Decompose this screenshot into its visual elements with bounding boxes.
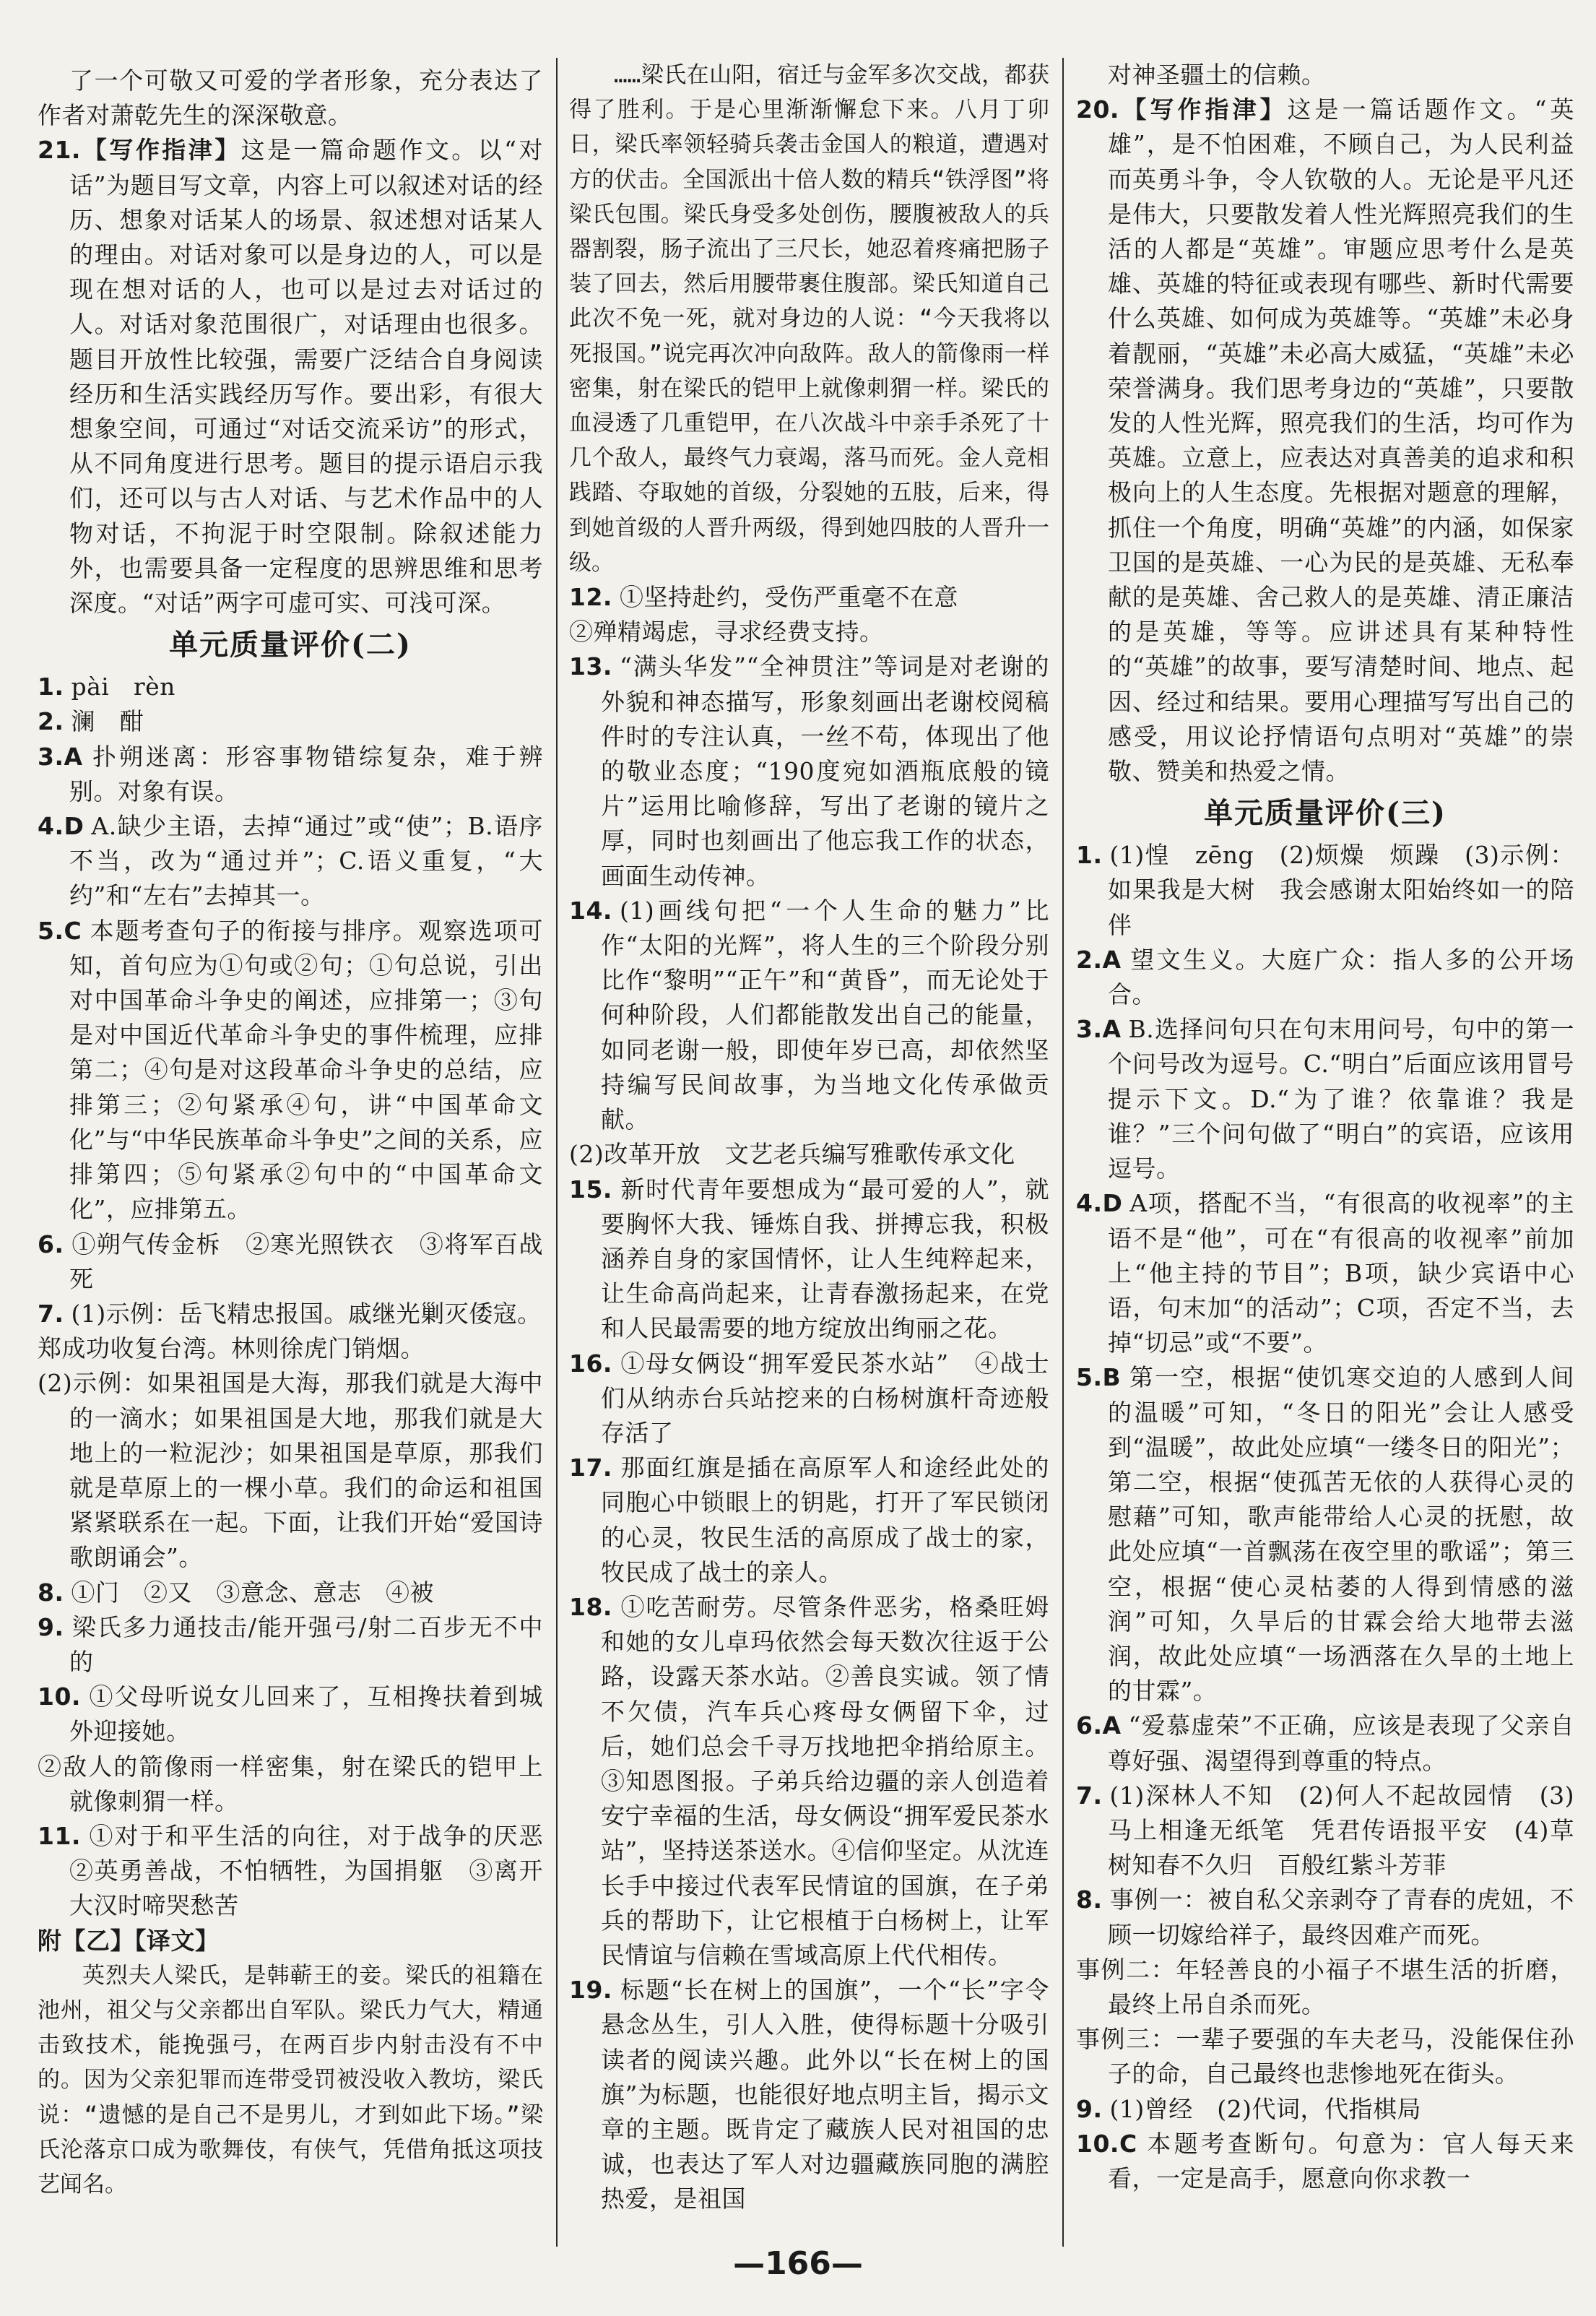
item-number: 21. [38,136,81,165]
answer-item [569,1973,1049,2216]
item-text: ②殚精竭虑，寻求经费支持。 [569,618,884,647]
item-text: 这是一篇话题作文。“英雄”，是不怕困难，不顾自己，为人民利益而英勇斗争，令人钦敬的人。无论是平凡还是伟大，只要散发着人性光辉照亮我们的生活的人都是“英雄”。审题应思考什么是英雄、英雄的特征或表现有哪些、新时代需要什么英雄、如何成为英雄等。“英雄”未必身着靓丽，“英雄”未必高大威猛，“英雄”未必荣誉满身。我们思考身边的“英雄”，只要散发的人性光辉，照亮我们的生活，均可作为英雄。立意上，应表达对真善美的追求和积极向上的人生态度。先根据对题意的理解，抓住一个角度，明确“英雄”的内涵，如保家卫国的是英雄、一心为民的是英雄、无私奉献的是英雄、舍己救人的是英雄、清正廉洁的是英雄，等等。应讲述具有某种特性的“英雄”的故事，要写清楚时间、地点、起因、经过和结果。要用心理描写写出自己的感受，用议论抒情语句点明对“英雄”的崇敬、赞美和热爱之情。 [1108,95,1575,786]
item-text: 本题考查断句。句意为：官人每天来看，一定是高手，愿意向你求教一 [1108,2129,1574,2192]
item-text: (2)示例：如果祖国是大海，那我们就是大海中的一滴水；如果祖国是大地，那我们就是大地上的一粒泥沙；如果祖国是草原，那我们就是草原上的一棵小草。我们的命运和祖国紧紧联系在一起。下面，让我们开始“爱国诗歌朗诵会”。 [38,1369,543,1572]
item-text: A.缺少主语，去掉“通过”或“使”；B.语序不当，改为“通过并”；C.语义重复，“大约”和“左右”去掉其一。 [69,812,543,910]
column-left [38,64,568,2202]
item-number: 2. [38,707,64,736]
answer-item [569,1137,1049,1172]
section-title: 单元质量评价(三) [1204,796,1447,831]
item-text: ①吃苦耐劳。尽管条件恶劣，格桑旺姆和她的女儿卓玛依然会每天数次往返于公路，设露天茶水站。②善良实诚。领了情不欠债，汽车兵心疼母女俩留下伞，过后，她们总会千寻万找地把伞捎给原主。③知恩图报。子弟兵给边疆的亲人创造着安宁幸福的生活，母女俩设“拥军爱民茶水站”，坚持送茶送水。④信仰坚定。从沈连长手中接过代表军民情谊的国旗，在子弟兵的帮助下，让它根植于白杨树上，让军民情谊与信赖在雪域高原上代代相传。 [601,1592,1049,1969]
item-number: 10.C [1076,2129,1137,2158]
item-number: 4.D [38,812,84,841]
answer-list [569,580,1049,2217]
item-text: (1)画线句把“一个人生命的魅力”比作“太阳的光辉”，将人生的三个阶段分别比作“黎明”“正午”和“黄昏”，而无论处于何种阶段，人们都能散发出自己的能量，如同老谢一般，即使年岁已高，却依然坚持编写民间故事，为当地文化传承做贡献。 [601,896,1049,1134]
answer-item [38,1680,543,1749]
item-text: 事例一：被自私父亲剥夺了青春的虎妞，不顾一切嫁给祥子，最终因难产而死。 [1108,1885,1574,1949]
item-number: 7. [1076,1781,1103,1810]
item-number: 15. [569,1175,612,1204]
answer-item [38,1297,543,1331]
answer-item [1076,1883,1574,1952]
item-number: 13. [569,652,612,681]
answer-item [38,1610,543,1680]
item-number: 18. [569,1592,612,1621]
answer-item [569,649,1049,893]
item-text: ①母女俩设“拥军爱民茶水站” ④战士们从纳赤台兵站挖来的白杨树旗杆奇迹般存活了 [601,1349,1049,1447]
translation-text: 英烈夫人梁氏，是韩蕲王的妾。梁氏的祖籍在池州，祖父与父亲都出自军队。梁氏力气大，精通击致技术，能挽强弓，在两百步内射击没有不中的。因为父亲犯罪而连带受罚被没收入教坊，梁氏说：“遗憾的是自己不是男儿，才到如此下场。”梁氏沦落京口成为歌舞伎，有侠气，凭借角抵这项技艺闻名。 [38,1962,543,2198]
answer-item [38,670,543,704]
answer-item [38,1366,543,1575]
item-number: 6. [38,1230,64,1258]
answer-item [38,809,543,914]
section-title: 单元质量评价(二) [169,628,412,662]
answer-item [569,894,1049,1137]
item-number: 10. [38,1682,81,1711]
item-text: pài rèn [71,673,175,701]
item-number: 9. [1076,2094,1103,2123]
column-divider [556,58,558,2247]
item-text: 梁氏多力通技击/能开强弓/射二百步无不中的 [69,1612,543,1676]
item-number: 4.D [1076,1189,1123,1218]
item-text: 第一空，根据“使饥寒交迫的人感到人间的温暖”可知，“冬日的阳光”会让人感受到“温暖”，故此处应填“一缕冬日的阳光”；第二空，根据“使孤苦无依的人获得心灵的慰藉”可知，歌声能带给人心灵的抚慰，故此处应填“一首飘荡在夜空里的歌谣”；第三空，根据“使心灵枯萎的人得到情感的滋润”可知，久旱后的甘霖会给大地带去滋润，故此处应填“一场洒落在久旱的土地上的甘霖”。 [1108,1363,1574,1706]
item-number: 14. [569,896,612,925]
item-text: 本题考查句子的衔接与排序。观察选项可知，首句应为①句或②句；①句总说，引出对中国革命斗争史的阐述，应排第一；③句是对中国近代革命斗争史的事件梳理，应排第二；④句是对这段革命斗争史的总结，应排第三；②句紧承④句，讲“中国革命文化”与“中华民族革命斗争史”之间的关系，应排第四；⑤句紧承②句中的“中国革命文化”，应排第五。 [69,916,543,1224]
answer-item-21 [38,133,543,621]
answer-item [1076,1360,1574,1708]
item-text: 事例三：一辈子要强的车夫老马，没能保住孙子的命，自己最终也悲惨地死在街头。 [1076,2025,1574,2088]
intro-paragraph: 了一个可敬又可爱的学者形象，充分表达了作者对萧乾先生的深深敬意。 [38,66,543,130]
item-text: (1)惶 zēng (2)烦燥 烦躁 (3)示例：如果我是大树 我会感谢太阳始终如一的陪伴 [1108,841,1574,939]
item-text: ①朔气传金柝 ②寒光照铁衣 ③将军百战死 [69,1230,543,1293]
item-text: (1)曾经 (2)代词，代指棋局 [1109,2094,1421,2123]
column-right [1076,58,1574,2196]
item-number: 12. [569,583,612,612]
item-heading: 【写作指津】 [80,136,241,165]
item-text: “满头华发”“全神贯注”等词是对老谢的外貌和神态描写，形象刻画出老谢校阅稿件时的专注认真，一丝不苟，体现出了他的敬业态度；“190度宛如酒瓶底般的镜片”运用比喻修辞，写出了老谢的镜片之厚，同时也刻画出了他忘我工作的状态，画面生动传神。 [601,652,1049,890]
answer-item [569,580,1049,615]
item-text: 郑成功收复台湾。林则徐虎门销烟。 [38,1334,425,1363]
answer-item [1076,2092,1574,2127]
answer-item [1076,2022,1574,2091]
item-number: 20. [1076,95,1119,124]
answer-item [38,1750,543,1819]
item-number: 11. [38,1821,81,1850]
answer-item [38,1576,543,1610]
item-text: “爱慕虚荣”不正确，应该是表现了父亲自尊好强、渴望得到尊重的特点。 [1108,1711,1574,1775]
answer-item [1076,1012,1574,1186]
answer-list [38,670,568,1923]
item-text: 那面红旗是插在高原军人和途经此处的同胞心中锁眼上的钥匙，打开了军民锁闭的心灵，牧民生活的高原成了战士的家，牧民成了战士的亲人。 [601,1453,1049,1586]
continued-text: 对神圣疆土的信赖。 [1108,61,1326,89]
answer-item [38,914,543,1227]
answer-item [569,1172,1049,1347]
item-text: ①父母听说女儿回来了，互相搀扶着到城外迎接她。 [69,1682,543,1746]
column-middle [569,58,1049,2217]
item-text: 这是一篇命题作文。以“对话”为题目写文章，内容上可以叙述对话的经历、想象对话某人的场景、叙述想对话某人的理由。对话对象可以是身边的人，可以是现在想对话的人，也可以是过去对话过的人。对话对象范围很广，对话理由也很多。题目开放性比较强，需要广泛结合自身阅读经历和生活实践经历写作。要出彩，有很大想象空间，可通过“对话交流采访”的形式，从不同角度进行思考。题目的提示语启示我们，还可以与古人对话、与艺术作品中的人物对话，不拘泥于时空限制。除叙述能力外，也需要具备一定程度的思辨思维和思考深度。“对话”两字可虚可实、可浅可深。 [69,136,543,618]
item-number: 17. [569,1453,612,1482]
item-text: ①坚持赴约，受伤严重毫不在意 [619,583,958,612]
appendix-label: 附 [38,1926,62,1955]
answer-item [38,1819,568,1924]
item-number: 1. [1076,841,1103,870]
item-text: 望文生义。大庭广众：指人多的公开场合。 [1108,945,1574,1009]
item-text: 标题“长在树上的国旗”，一个“长”字令悬念丛生，引人入胜，使得标题十分吸引读者的阅读兴趣。此外以“长在树上的国旗”为标题，也能很好地点明主旨，揭示文章的主题。既肯定了藏族人民对祖国的忠诚，也表达了军人对边疆藏族同胞的满腔热爱，是祖国 [601,1976,1049,2213]
item-number: 6.A [1076,1711,1122,1740]
item-number: 8. [38,1578,64,1607]
answer-item [1076,1779,1574,1883]
answer-item [38,740,543,809]
item-text: B.选择问句只在句末用问号，句中的第一个问号改为逗号。C.“明白”后面应该用冒号提示下文。D.“为了谁？依靠谁？我是谁？”三个问句做了“明白”的宾语，应该用逗号。 [1108,1015,1574,1183]
answer-item [569,1451,1049,1590]
item-heading: 【写作指津】 [1119,95,1288,124]
answer-item [569,615,1049,649]
item-number: 19. [569,1976,612,2005]
answer-item [1076,1708,1574,1778]
item-text: ①对于和平生活的向往，对于战争的厌恶 ②英勇善战，不怕牺牲，为国捐躯 ③离开大汉时啼哭愁苦 [69,1821,568,1920]
item-text: (1)深林人不知 (2)何人不起故园情 (3)马上相逢无纸笔 凭君传语报平安 (4)草树知春不久归 百般红紫斗芳菲 [1108,1781,1574,1880]
translation-label: 【乙】【译文】 [61,1926,220,1955]
answer-item [569,1590,1049,1973]
item-number: 9. [38,1612,64,1641]
answer-item [1076,2127,1574,2196]
item-number: 1. [38,673,64,701]
item-number: 2.A [1076,945,1122,974]
item-text: ①门 ②又 ③意念、意志 ④被 [71,1578,434,1607]
answer-item [38,1331,543,1366]
item-number: 3.A [1076,1015,1122,1044]
answer-item [569,1347,1049,1451]
item-number: 7. [38,1299,64,1328]
item-number: 5.B [1076,1363,1122,1392]
translation-heading [38,1924,543,1958]
item-text: ②敌人的箭像雨一样密集，射在梁氏的铠甲上就像刺猬一样。 [38,1752,543,1815]
translation-continued: ……梁氏在山阳，宿迁与金军多次交战，都获得了胜利。于是心里渐渐懈怠下来。八月丁卯日，梁氏率领轻骑兵袭击金国人的粮道，遭遇对方的伏击。全国派出十倍人数的精兵“铁浮图”将梁氏包围。梁氏身受多处创伤，腰腹被敌人的兵器割裂，肠子流出了三尺长，她忍着疼痛把肠子装了回去，然后用腰带裹住腹部。梁氏知道自己此次不免一死，就对身边的人说：“今天我将以死报国。”说完再次冲向敌阵。敌人的箭像雨一样密集，射在梁氏的铠甲上就像刺猬一样。梁氏的血浸透了几重铠甲，在八次战斗中亲手杀死了十几个敌人，最终气力衰竭，落马而死。金人竞相践踏、夺取她的首级，分裂她的五肢，后来，得到她首级的人晋升两级，得到她四肢的人晋升一级。 [569,62,1049,576]
item-number: 8. [1076,1885,1103,1914]
item-text: 事例二：年轻善良的小福子不堪生活的折磨，最终上吊自杀而死。 [1076,1955,1574,2018]
item-text: 新时代青年要想成为“最可爱的人”，就要胸怀大我、锤炼自我、拼搏忘我，积极涵养自身的家国情怀，让人生纯粹起来，让生命高尚起来，让青春激扬起来，在党和人民最需要的地方绽放出绚丽之花。 [601,1175,1049,1343]
answer-list [1076,838,1574,2196]
item-text: 澜 酣 [71,707,144,736]
column-divider [1062,58,1064,2247]
answer-item [38,704,543,739]
answer-item-20 [1076,92,1574,789]
answer-item [1076,943,1574,1012]
item-number: 3.A [38,742,83,771]
item-text: A项，搭配不当，“有很高的收视率”的主语不是“他”，可在“有很高的收视率”前加上“他主持的节目”；B项，缺少宾语中心语，句末加“的活动”；C项，否定不当，去掉“切忌”或“不要”。 [1108,1189,1574,1357]
page-number: —166— [733,2245,863,2282]
item-number: 5.C [38,916,82,945]
item-text: (2)改革开放 文艺老兵编写雅歌传承文化 [569,1140,1015,1169]
answer-item [38,1227,543,1297]
item-number: 16. [569,1349,612,1378]
item-text: (1)示例：岳飞精忠报国。戚继光剿灭倭寇。 [71,1299,542,1328]
answer-item [1076,1186,1574,1360]
item-text: 扑朔迷离：形容事物错综复杂，难于辨别。对象有误。 [69,742,543,805]
answer-item [1076,1953,1574,2022]
answer-item [1076,838,1574,943]
